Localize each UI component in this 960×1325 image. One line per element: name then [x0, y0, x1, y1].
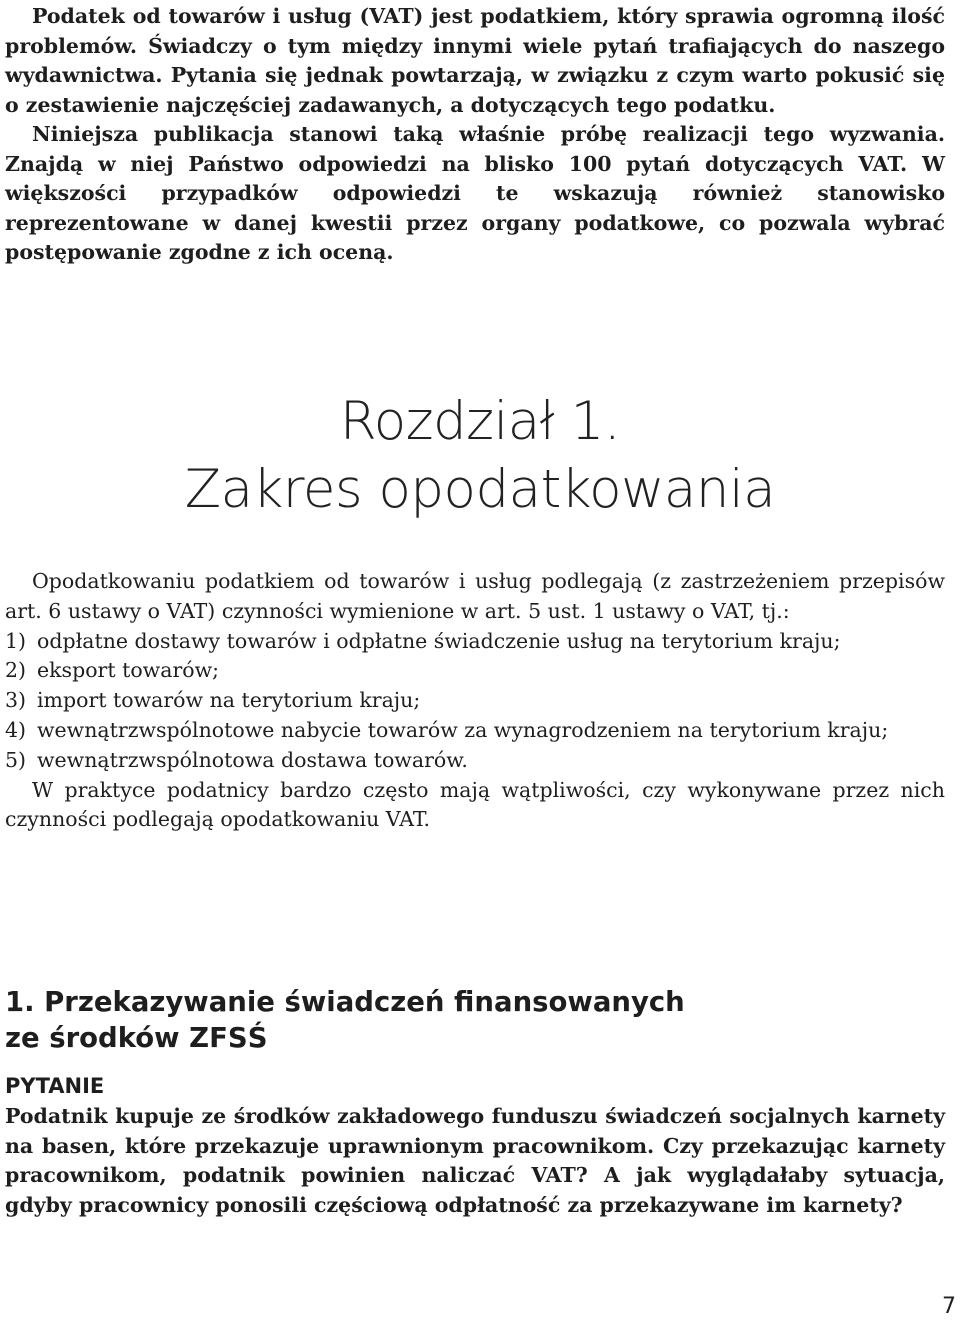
question-label: PYTANIE — [5, 1074, 105, 1098]
introduction — [5, 2, 945, 268]
list-item-text: eksport towarów; — [37, 658, 220, 683]
activities-list — [5, 627, 945, 776]
section-heading-line-2: ze środków ZFSŚ — [5, 1022, 268, 1054]
list-item-text: wewnątrzwspólnotowe nabycie towarów za wynagrodzeniem na terytorium kraju; — [37, 717, 889, 742]
list-item-number: 1) — [5, 628, 27, 653]
section-heading — [5, 984, 905, 1056]
chapter-title: Zakres opodatkowania — [184, 459, 776, 520]
list-item — [5, 746, 945, 776]
lead-paragraph: Opodatkowaniu podatkiem od towarów i usług podlegają (z zastrzeżeniem przepisów art. 6 ustawy o VAT) czynności wymienione w art. 5 ust. 1 ustawy o VAT, tj.: — [5, 569, 945, 623]
chapter-heading — [0, 388, 960, 524]
chapter-body — [5, 567, 945, 835]
question-block — [5, 1072, 945, 1221]
list-item-text: odpłatne dostawy towarów i odpłatne świadczenie usług na terytorium kraju; — [37, 628, 841, 653]
list-item-text: wewnątrzwspólnotowa dostawa towarów. — [37, 747, 468, 772]
chapter-number: Rozdział 1. — [339, 391, 621, 452]
page-number: 7 — [942, 1294, 956, 1319]
question-text: Podatnik kupuje ze środków zakładowego funduszu świadczeń socjalnych karnety na basen, które przekazuje uprawnionym pracownikom. Czy przekazując karnety pracownikom, podatnik powinien naliczać VAT? A jak wyglądałaby sytuacja, gdyby pracownicy ponosili częściową odpłatność za przekazywane im karnety? — [5, 1103, 945, 1218]
list-item-number: 3) — [5, 688, 27, 713]
list-item — [5, 656, 945, 686]
section-heading-line-1: 1. Przekazywanie świadczeń finansowanych — [5, 986, 685, 1018]
list-item-number: 5) — [5, 747, 27, 772]
list-item-text: import towarów na terytorium kraju; — [37, 688, 421, 713]
intro-paragraph-2: Niniejsza publikacja stanowi taką właśnie próbę realizacji tego wyzwania. Znajdą w niej Państwo odpowiedzi na blisko 100 pytań dotyczących VAT. W większości przypadków odpowiedzi te wskazują również stanowisko reprezentowane w danej kwestii przez organy podatkowe, co pozwala wybrać postępowanie zgodne z ich oceną. — [5, 122, 945, 264]
list-item — [5, 627, 945, 657]
list-item — [5, 716, 945, 746]
list-item-number: 2) — [5, 658, 27, 683]
intro-paragraph-1: Podatek od towarów i usług (VAT) jest podatkiem, który sprawia ogromną ilość problemów. Świadczy o tym między innymi wiele pytań trafiających do naszego wydawnictwa. Pytania się jednak powtarzają, w związku z czym warto pokusić się o zestawienie najczęściej zadawanych, a dotyczących tego podatku. — [5, 4, 945, 117]
list-item — [5, 686, 945, 716]
closing-paragraph: W praktyce podatnicy bardzo często mają wątpliwości, czy wykonywane przez nich czynności podlegają opodatkowaniu VAT. — [5, 777, 945, 832]
list-item-number: 4) — [5, 717, 27, 742]
